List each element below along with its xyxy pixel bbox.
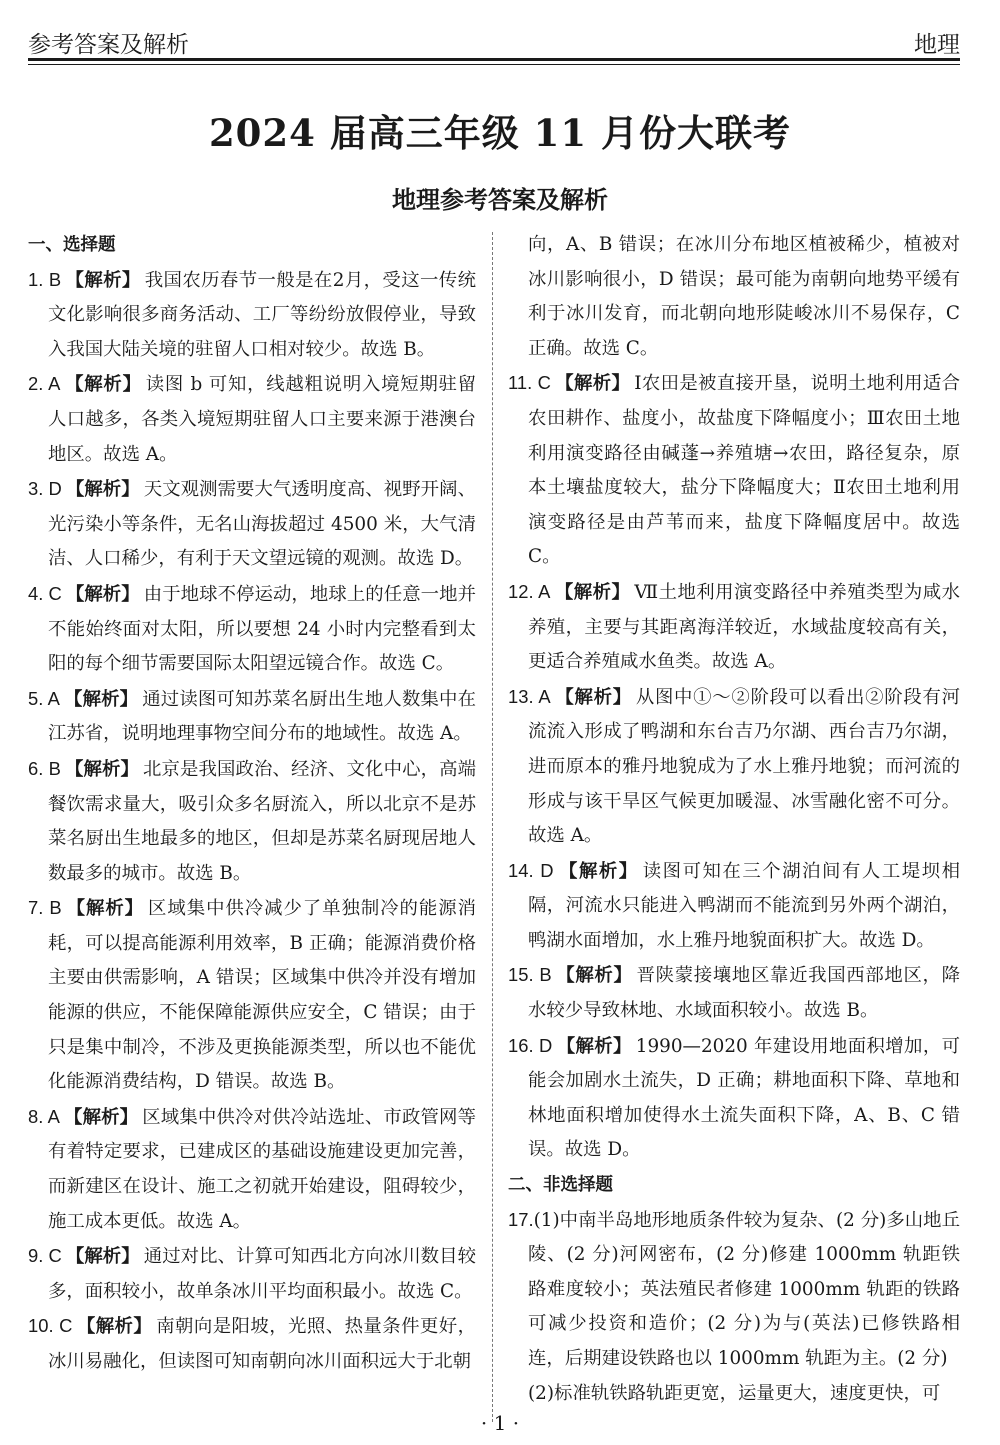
analysis-tag: 【解析】 (65, 898, 145, 920)
analysis-tag: 【解析】 (65, 269, 141, 291)
analysis-tag: 【解析】 (64, 374, 142, 396)
answer-item-17-part-1: 17.(1)中南半岛地形地质条件较为复杂、(2 分)多山地丘陵、(2 分)河网密布，(2 分)修建 1000mm 轨距铁路难度较小；英法殖民者修建 1000mm 轨距的铁路可减少投资和造价；(2 分)为与(英法)已修铁路相连，后期建设铁路也以 1000mm 轨距为主。(2 分) (508, 1208, 960, 1369)
section-heading-choice: 一、选择题 (28, 235, 116, 255)
answer-item-4: 4. C 【解析】 由于地球不停运动，地球上的任意一地并不能始终面对太阳，所以要想 24 小时内完整看到太阳的每个细节需要国际太阳望远镜合作。故选 C。 (28, 582, 476, 675)
section-heading-nonchoice: 二、非选择题 (508, 1175, 613, 1196)
analysis-tag: 【解析】 (64, 758, 139, 780)
analysis-tag: 【解析】 (557, 860, 639, 882)
answer-item-6: 6. B 【解析】 北京是我国政治、经济、文化中心，高端餐饮需求量大，吸引众多名厨流入，所以北京不是苏菜名厨出生地最多的地区，但却是苏菜名厨现居地人数最多的城市。故选 B。 (28, 757, 476, 884)
analysis-tag: 【解析】 (65, 583, 140, 605)
analysis-tag: 【解析】 (554, 686, 632, 708)
page-header (28, 22, 960, 62)
analysis-tag: 【解析】 (554, 373, 631, 395)
analysis-tag: 【解析】 (555, 965, 633, 987)
answer-item-16: 16. D 【解析】 1990—2020 年建设用地面积增加，可能会加剧水土流失，D 正确；耕地面积下降、草地和林地面积增加使得水土流失面积下降，A、B、C 错误。故选 D。 (508, 1034, 960, 1161)
answer-item-7: 7. B 【解析】 区域集中供冷减少了单独制冷的能源消耗，可以提高能源利用效率，B 正确；能源消费价格主要由供需影响，A 错误；区域集中供冷并没有增加能源的供应，不能保障能源供应安全，C 错误；由于只是集中制冷，不涉及更换能源类型，所以也不能优化能源消费结构，D 错误。故选 B。 (28, 897, 476, 1093)
page-number: · 1 · (480, 1411, 520, 1435)
analysis-tag: 【解析】 (556, 1035, 632, 1057)
answer-item-9: 9. C 【解析】 通过对比、计算可知西北方向冰川数目较多，面积较小，故单条冰川平均面积最小。故选 C。 (28, 1245, 476, 1302)
answer-item-1: 1. B 【解析】 我国农历春节一般是在2月，受这一传统文化影响很多商务活动、工厂等纷纷放假停业，导致入我国大陆关境的驻留人口相对较少。故选 B。 (28, 268, 476, 360)
answer-item-2: 2. A 【解析】 读图 b 可知，线越粗说明入境短期驻留人口越多，各类入境短期驻留人口主要来源于港澳台地区。故选 A。 (28, 373, 476, 465)
answer-item-11: 11. C 【解析】 Ⅰ农田是被直接开垦，说明土地利用适合农田耕作、盐度小，故盐度下降幅度小；Ⅲ农田土地利用演变路径由碱蓬→养殖塘→农田，路径复杂，原本土壤盐度较大，盐分下降幅度大；Ⅱ农田土地利用演变路径是由芦苇而来，盐度下降幅度居中。故选 C。 (508, 372, 960, 568)
answer-item-17-part-2: (2)标准轨铁路轨距更宽，运量更大，速度更快，可 (528, 1382, 941, 1404)
right-column (508, 228, 960, 1411)
answer-item-10: 10. C 【解析】 南朝向是阳坡，光照、热量条件更好，冰川易融化，但读图可知南朝向冰川面积远大于北朝 (28, 1315, 476, 1372)
analysis-tag: 【解析】 (63, 688, 139, 710)
answer-item-15: 15. B 【解析】 晋陕蒙接壤地区靠近我国西部地区，降水较少导致林地、水域面积较小。故选 B。 (508, 964, 960, 1022)
document-subtitle: 地理参考答案及解析 (392, 186, 608, 214)
answer-item-13: 13. A 【解析】 从图中①～②阶段可以看出②阶段有河流流入形成了鸭湖和东台吉乃尔湖、西台吉乃尔湖，进而原本的雅丹地貌成为了水上雅丹地貌；而河流的形成与该干旱区气候更加暖湿、冰雪融化密不可分。故选 A。 (508, 685, 960, 847)
left-column (28, 228, 476, 1380)
analysis-tag: 【解析】 (65, 1246, 140, 1268)
answer-item-12: 12. A 【解析】 Ⅶ土地利用演变路径中养殖类型为咸水养殖，主要与其距离海洋较近，水域盐度较高有关，更适合养殖咸水鱼类。故选 A。 (508, 580, 960, 673)
header-rule-thick (28, 58, 960, 61)
analysis-tag: 【解析】 (554, 581, 631, 603)
answer-item-14: 14. D 【解析】 读图可知在三个湖泊间有人工堤坝相隔，河流水只能进入鸭湖而不能流到另外两个湖泊，鸭湖水面增加，水上雅丹地貌面积扩大。故选 D。 (508, 859, 960, 951)
document-title: 2024 届高三年级 11 月份大联考 (208, 111, 792, 155)
header-rule-thin (28, 64, 960, 65)
answer-item-10-continued: 向，A、B 错误；在冰川分布地区植被稀少，植被对冰川影响很小，D 错误；最可能为南朝向地势平缓有利于冰川发育，而北朝向地形陡峻冰川不易保存，C 正确。故选 C。 (528, 234, 960, 359)
analysis-tag: 【解析】 (65, 479, 140, 501)
analysis-tag: 【解析】 (76, 1316, 153, 1338)
header-left-text: 参考答案及解析 (28, 32, 189, 58)
answer-item-5: 5. A 【解析】 通过读图可知苏菜名厨出生地人数集中在江苏省，说明地理事物空间分布的地域性。故选 A。 (28, 687, 476, 745)
answer-item-3: 3. D 【解析】 天文观测需要大气透明度高、视野开阔、光污染小等条件，无名山海拔超过 4500 米，大气清洁、人口稀少，有利于天文望远镜的观测。故选 D。 (28, 478, 476, 570)
answer-item-8: 8. A 【解析】 区域集中供冷对供冷站选址、市政管网等有着特定要求，已建成区的基础设施建设更加完善，而新建区在设计、施工之初就开始建设，阻碍较少，施工成本更低。故选 A。 (28, 1105, 476, 1232)
column-divider (492, 232, 493, 1422)
header-subject: 地理 (914, 32, 960, 58)
analysis-tag: 【解析】 (63, 1106, 139, 1128)
